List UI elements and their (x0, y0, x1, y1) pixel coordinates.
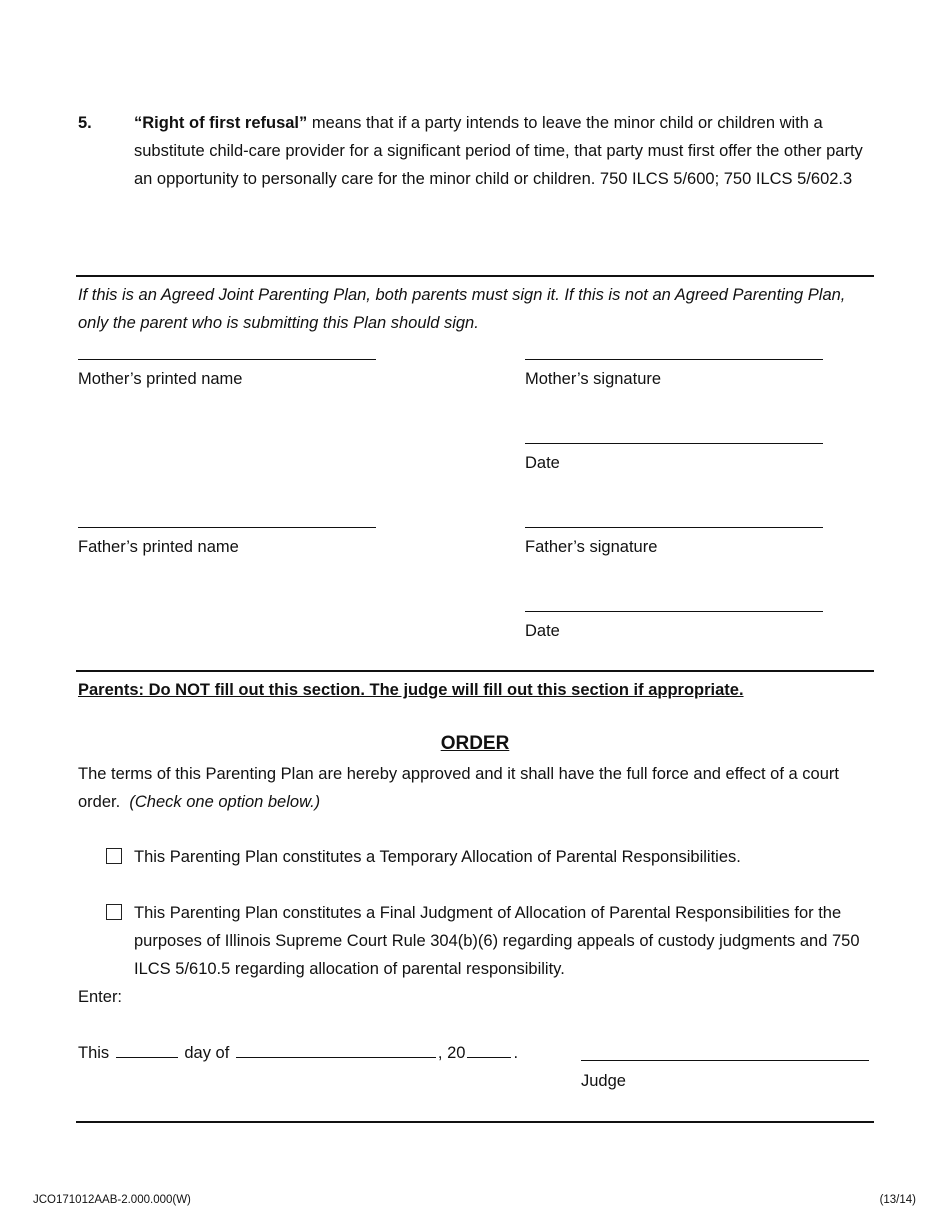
date-year-prefix: , 20 (437, 1044, 466, 1062)
father-printed-name-label: Father’s printed name (78, 538, 239, 556)
day-blank[interactable] (116, 1039, 178, 1058)
form-code: JCO171012AAB-2.000.000(W) (33, 1194, 191, 1206)
father-signature-line[interactable] (525, 527, 823, 528)
month-blank[interactable] (236, 1039, 436, 1058)
section-divider-bottom (76, 1121, 874, 1123)
enter-label: Enter: (78, 988, 123, 1006)
father-printed-name-line[interactable] (78, 527, 376, 528)
order-heading: ORDER (440, 733, 510, 754)
mother-date-line[interactable] (525, 443, 823, 444)
definition-number: 5. (78, 114, 92, 132)
mother-signature-line[interactable] (525, 359, 823, 360)
date-this-label: This (78, 1044, 110, 1062)
definition-term: “Right of first refusal” (134, 114, 308, 132)
mother-signature-label: Mother’s signature (525, 370, 662, 388)
father-date-label: Date (525, 622, 560, 640)
section-divider-middle (76, 670, 874, 672)
order-body: The terms of this Parenting Plan are hereby approved and it shall have the full force and effect of a court order. (78, 765, 839, 811)
date-day-of-label: day of (184, 1044, 230, 1062)
date-end: . (513, 1044, 519, 1062)
judge-notice: Parents: Do NOT fill out this section. The judge will fill out this section if appropriate. (78, 681, 744, 699)
mother-printed-name-label: Mother’s printed name (78, 370, 243, 388)
year-blank[interactable] (467, 1039, 511, 1058)
definition-body: means that if a party intends to leave the minor child or children with a substitute child-care provider for a significant period of time, that party must first offer the other party an opportunity to personally care for the minor child or children. 750 ILCS 5/600; 750 ILCS 5/602.3 (134, 114, 863, 188)
signature-instructions: If this is an Agreed Joint Parenting Plan, both parents must sign it. If this is not an Agreed Parenting Plan, only the parent who is submitting this Plan should sign. (78, 286, 846, 332)
order-check-note: (Check one option below.) (129, 793, 321, 811)
father-date-line[interactable] (525, 611, 823, 612)
judge-signature-line[interactable] (581, 1060, 869, 1061)
final-judgment-label: This Parenting Plan constitutes a Final Judgment of Allocation of Parental Responsibilities for the purposes of Illinois Supreme Court Rule 304(b)(6) regarding appeals of custody judgments and 750 ILCS 5/610.5 regarding allocation of parental responsibility. (134, 904, 860, 978)
mother-printed-name-line[interactable] (78, 359, 376, 360)
temporary-allocation-checkbox[interactable] (106, 848, 122, 864)
definition-paragraph (134, 109, 874, 193)
order-text (78, 760, 876, 816)
page-number: (13/14) (879, 1194, 916, 1206)
final-judgment-checkbox[interactable] (106, 904, 122, 920)
temporary-allocation-label: This Parenting Plan constitutes a Temporary Allocation of Parental Responsibilities. (134, 848, 741, 866)
order-date-line (78, 1039, 518, 1067)
judge-label: Judge (581, 1072, 626, 1090)
mother-date-label: Date (525, 454, 560, 472)
father-signature-label: Father’s signature (525, 538, 658, 556)
section-divider-top (76, 275, 874, 277)
